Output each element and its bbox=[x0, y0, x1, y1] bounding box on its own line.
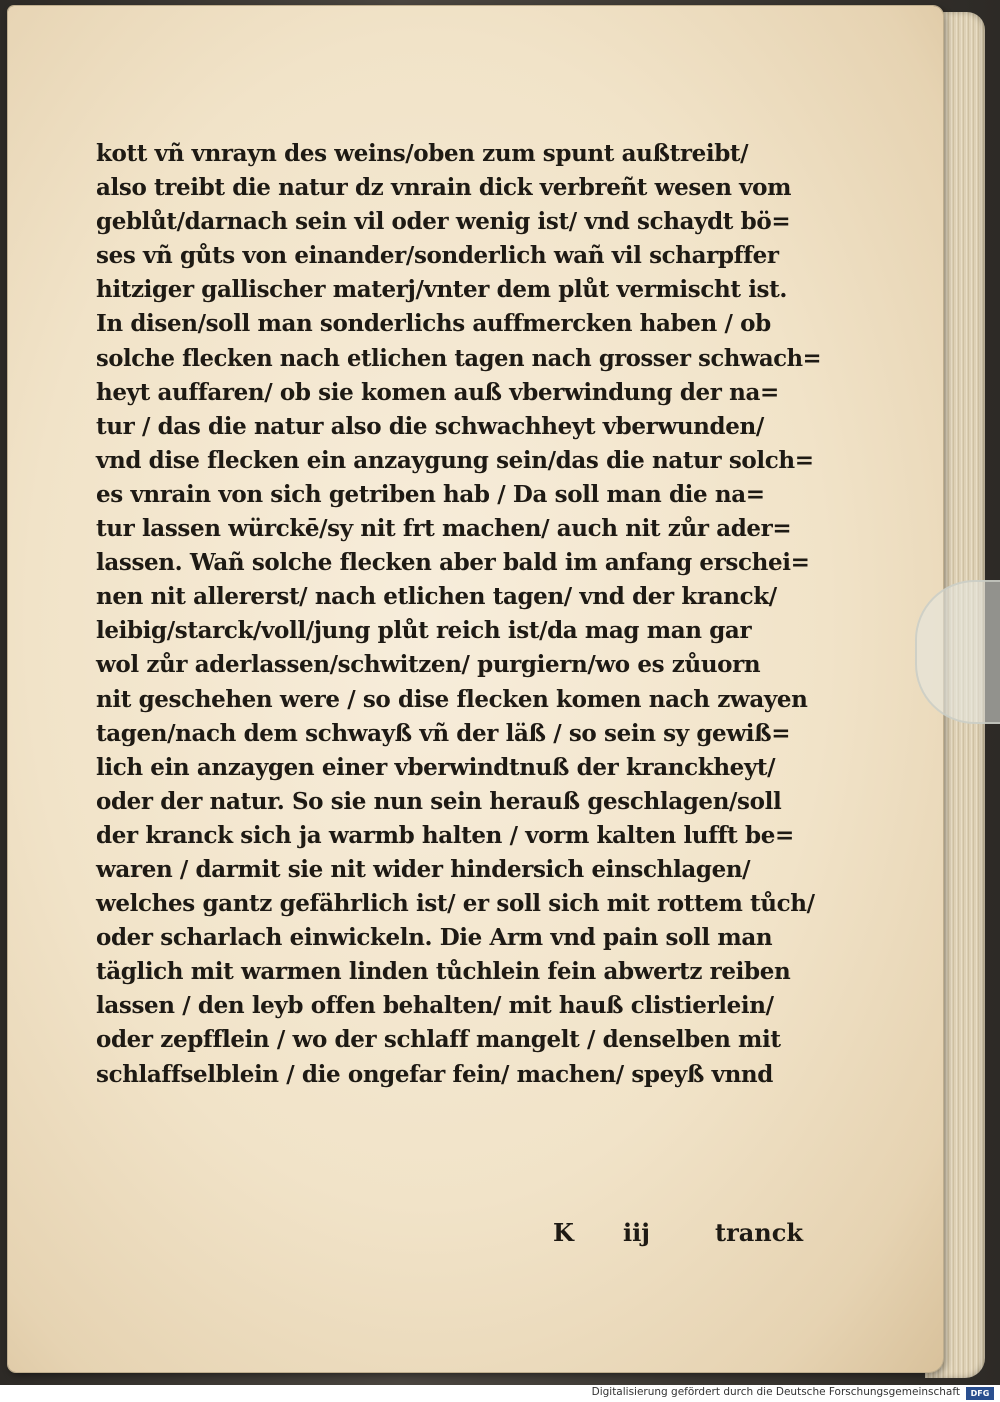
text-line: der kranck sich ja warmb halten / vorm kalten lufft be= bbox=[96, 820, 794, 849]
text-line: nen nit allererst/ nach etlichen tagen/ vnd der kranck/ bbox=[96, 582, 777, 611]
text-line: tur lassen würckē/sy nit frt machen/ auch nit zůr ader= bbox=[96, 514, 792, 543]
footer-bar bbox=[0, 1385, 1000, 1402]
text-line: oder scharlach einwickeln. Die Arm vnd pain soll man bbox=[96, 923, 773, 952]
text-line: geblůt/darnach sein vil oder wenig ist/ vnd schaydt bö= bbox=[96, 207, 791, 236]
text-line: waren / darmit sie nit wider hindersich einschlagen/ bbox=[96, 854, 751, 883]
text-line: es vnrain von sich getriben hab / Da soll man die na= bbox=[96, 479, 765, 508]
text-line: kott vñ vnrayn des weins/oben zum spunt außtreibt/ bbox=[96, 139, 749, 167]
text-line: vnd dise flecken ein anzaygung sein/das die natur solch= bbox=[96, 445, 814, 474]
footer-credit: Digitalisierung gefördert durch die Deutsche Forschungsgemeinschaft bbox=[591, 1386, 960, 1398]
text-line: heyt auffaren/ ob sie komen auß vberwindung der na= bbox=[96, 377, 779, 406]
text-line: täglich mit warmen linden tůchlein fein abwertz reiben bbox=[96, 957, 791, 986]
catchword: tranck bbox=[715, 1218, 803, 1247]
text-line: tagen/nach dem schwayß vñ der läß / so sein sy gewiß= bbox=[96, 718, 791, 747]
dfg-logo: DFG bbox=[966, 1387, 994, 1400]
text-line: tur / das die natur also die schwachheyt vberwunden/ bbox=[96, 411, 764, 440]
text-line: leibig/starck/voll/jung plůt reich ist/da mag man gar bbox=[96, 616, 752, 645]
text-line: welches gantz gefährlich ist/ er soll sich mit rottem tůch/ bbox=[96, 889, 815, 918]
text-line: hitziger gallischer materj/vnter dem plůt vermischt ist. bbox=[96, 275, 788, 304]
text-line: oder zepfflein / wo der schlaff mangelt / denselben mit bbox=[96, 1025, 781, 1054]
signature-number: iij bbox=[623, 1218, 650, 1247]
signature-mark: K bbox=[553, 1218, 574, 1247]
text-line: lich ein anzaygen einer vberwindtnuß der kranckheyt/ bbox=[96, 752, 776, 781]
text-line: lassen. Wañ solche flecken aber bald im anfang erschei= bbox=[96, 548, 810, 577]
text-line: also treibt die natur dz vnrain dick verbreñt wesen vom bbox=[96, 173, 792, 202]
signature-line bbox=[553, 1218, 803, 1254]
text-line: schlaffselblein / die ongefar fein/ machen/ speyß vnnd bbox=[96, 1059, 773, 1088]
text-block bbox=[96, 136, 836, 1091]
text-line: nit geschehen were / so dise flecken komen nach zwayen bbox=[96, 684, 808, 713]
text-line: wol zůr aderlassen/schwitzen/ purgiern/wo es zůuorn bbox=[96, 650, 761, 679]
book-page bbox=[8, 6, 943, 1372]
text-line: lassen / den leyb offen behalten/ mit hauß clistierlein/ bbox=[96, 991, 774, 1020]
text-line: oder der natur. So sie nun sein herauß geschlagen/soll bbox=[96, 786, 782, 815]
text-line: solche flecken nach etlichen tagen nach grosser schwach= bbox=[96, 343, 822, 372]
text-line: In disen/soll man sonderlichs auffmercken haben / ob bbox=[96, 309, 771, 338]
text-line: ses vñ gůts von einander/sonderlich wañ vil scharpffer bbox=[96, 241, 779, 270]
